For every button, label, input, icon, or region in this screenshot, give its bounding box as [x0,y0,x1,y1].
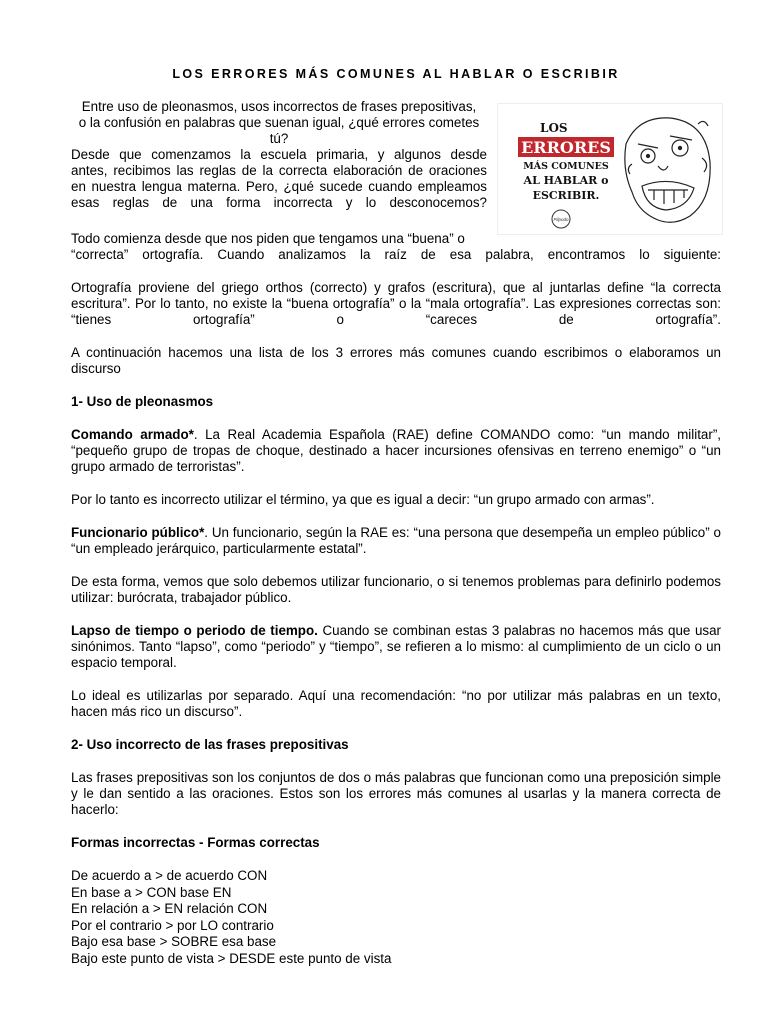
lapso-de-tiempo-text: Cuando se combinan estas 3 palabras no hacemos más que usar sinónimos. Tanto “lapso”, como “periodo” y “tiempo”, se refieren a lo mismo: al cumplimiento de un ciclo o un espacio temporal. [71,623,721,670]
intro-line-2: o la confusión en palabras que suenan igual, ¿qué errores cometes [78,115,480,130]
list-item: En base a > CON base EN [71,884,232,900]
heading-frases-prepositivas: 2- Uso incorrecto de las frases prepositivas [71,737,349,752]
p1-line-2: “correcta” ortografía. Cuando analizamos la raíz de esa palabra, encontramos lo siguiente: [71,247,721,262]
intro-para-line-2: antes, recibimos las reglas de la correcta elaboración de oraciones [71,163,487,178]
paragraph-lapso-de-tiempo [71,623,721,671]
funcionario-publico-text: . Un funcionario, según la RAE es: “una persona que desempeña un empleo público” o “un empleado jerárquico, particularmente estatal”. [71,525,721,556]
heading-formas: Formas incorrectas - Formas correctas [71,835,320,850]
comando-armado-text: . La Real Academia Española (RAE) define COMANDO como: “un mando militar”, “pequeño grupo de tropas de choque, destinado a hacer incursiones ofensivas en terreno enemigo” o “un grupo armado de terroristas”. [71,427,722,474]
term-lapso-de-tiempo: Lapso de tiempo o periodo de tiempo. [71,623,318,638]
term-comando-armado: Comando armado* [71,427,194,442]
paragraph-frases-prepositivas: Las frases prepositivas son los conjuntos de dos o más palabras que funcionan como una preposición simple y le dan sentido a las oraciones. Estos son los errores más comunes al usarlas y la manera correcta de hacerlo: [71,770,721,817]
meme-illustration [498,104,722,234]
heading-pleonasmos: 1- Uso de pleonasmos [71,394,214,409]
paragraph-funcionario-conclusion: De esta forma, vemos que solo debemos utilizar funcionario, o si tenemos problemas para definirlo podemos utilizar: burócrata, trabajador público. [71,574,721,605]
intro-line-1: Entre uso de pleonasmos, usos incorrectos de frases prepositivas, [81,99,477,114]
paragraph-funcionario-publico [71,525,721,557]
meme-text-los: LOS [540,121,568,135]
paragraph-comando-armado [71,427,721,475]
formas-list [71,868,721,968]
document-title: LOS ERRORES MÁS COMUNES AL HABLAR O ESCRIBIR [172,67,620,81]
intro-para-line-3: en nuestra lengua materna. Pero, ¿qué sucede cuando empleamos [71,179,487,194]
p1-line-1: Todo comienza desde que nos piden que tengamos una “buena” o [71,231,465,246]
term-funcionario-publico: Funcionario público* [71,525,205,540]
paragraph-lista-intro: A continuación hacemos una lista de los 3 errores más comunes cuando escribimos o elaboramos un discurso [71,345,721,376]
intro-para-line-1: Desde que comenzamos la escuela primaria, y algunos desde [71,147,487,162]
meme-image [497,103,723,235]
meme-text-errores: ERRORES [521,138,611,157]
paragraph-ortografia-origen: Ortografía proviene del griego orthos (correcto) y grafos (escritura), que al juntarlas define “la correcta escritura”. Por lo tanto, no existe la “buena ortografía” o la “mala ortografía”. Las expresiones correctas son: “tienes ortografía” o “careces de ortografía”. [71,280,721,327]
intro-line-3: tú? [269,131,289,146]
list-item: Bajo esa base > SOBRE esa base [71,934,277,950]
meme-stamp-text: Pilpodo [553,217,569,222]
list-item: Por el contrario > por LO contrario [71,917,274,933]
paragraph-ortografia-intro [71,231,721,263]
list-item: Bajo este punto de vista > DESDE este punto de vista [71,950,392,966]
paragraph-recomendacion: Lo ideal es utilizarlas por separado. Aquí una recomendación: “no por utilizar más palabras en un texto, hacen más rico un discurso”. [71,688,721,719]
document-body [71,231,721,968]
meme-text-al-hablar: AL HABLAR o [523,174,609,187]
list-item: De acuerdo a > de acuerdo CON [71,868,268,883]
paragraph-comando-conclusion: Por lo tanto es incorrecto utilizar el término, ya que es igual a decir: “un grupo armado con armas”. [71,492,655,507]
meme-text-escribir: ESCRIBIR. [532,189,600,202]
meme-text-mas-comunes: MÁS COMUNES [523,161,609,172]
intro-para-line-4: esas reglas de una forma incorrecta y lo desconocemos? [71,195,487,210]
intro-block [71,99,487,211]
rage-face-drawing [625,118,710,222]
list-item: En relación a > EN relación CON [71,901,268,917]
